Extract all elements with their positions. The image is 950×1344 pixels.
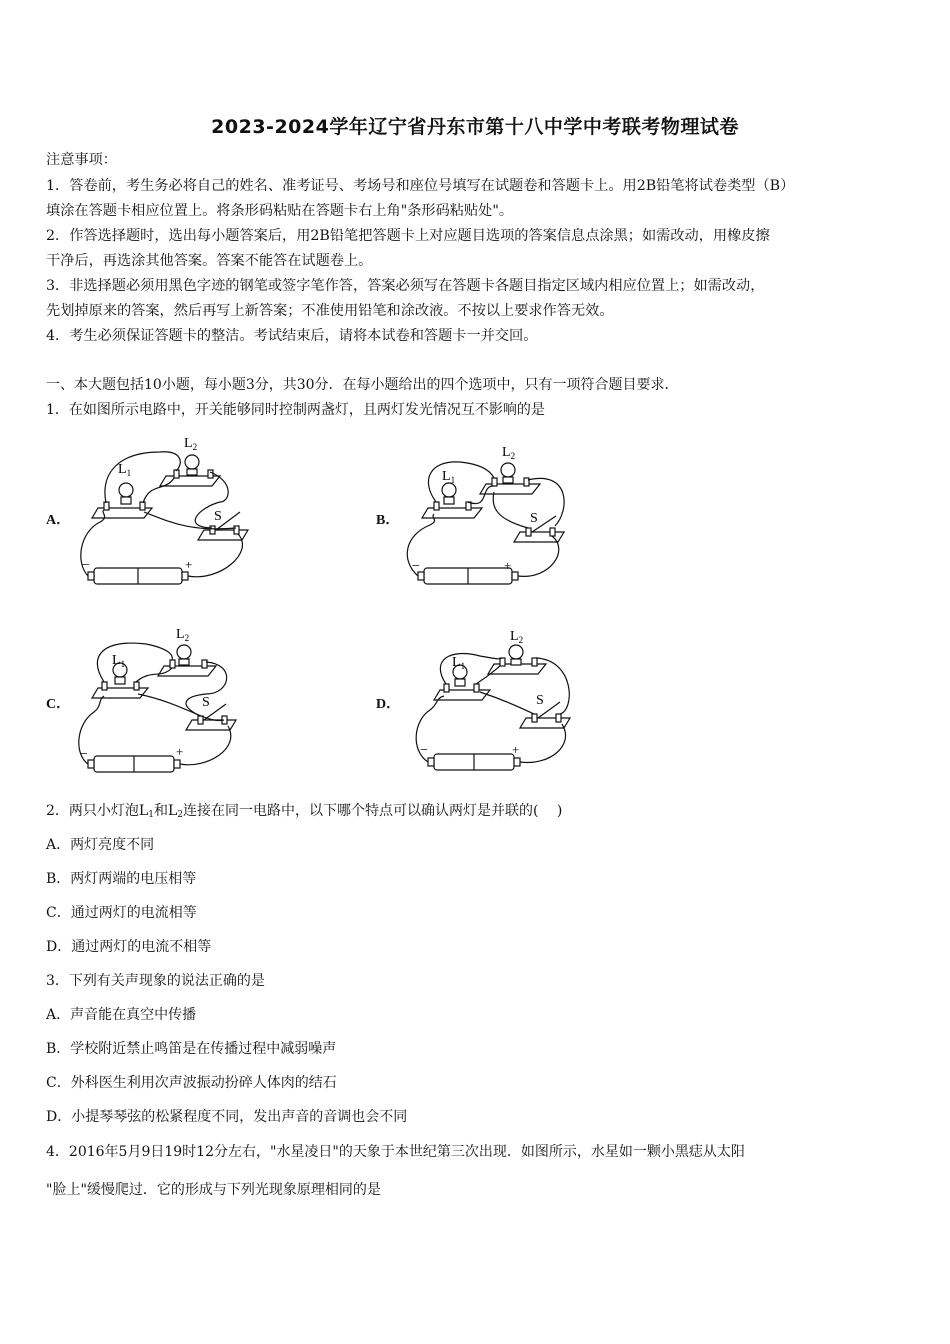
label-minus: − — [80, 747, 88, 762]
label-l2: $L_2$ — [184, 436, 198, 452]
q1-option-b-label: B． — [376, 513, 400, 528]
q4-stem-line2: "脸上"缓慢爬过．它的形成与下列光现象原理相同的是 — [46, 1182, 381, 1198]
circuit-diagram-d — [400, 630, 600, 790]
notice-line: 填涂在答题卡相应位置上。将条形码粘贴在答题卡右上角"条形码粘贴处"。 — [46, 203, 514, 219]
q2-option-b: B．两灯两端的电压相等 — [46, 871, 197, 887]
label-l2: $L_2$ — [510, 629, 524, 645]
q3-stem: 3．下列有关声现象的说法正确的是 — [46, 973, 265, 989]
notice-heading: 注意事项： — [46, 152, 117, 168]
q1-option-a-label: A． — [46, 513, 71, 528]
circuit-diagram-b — [400, 440, 600, 600]
label-l1: $L_1$ — [452, 655, 466, 671]
label-plus: + — [504, 558, 512, 573]
label-switch: S — [530, 511, 538, 526]
q2-stem: 2．两只小灯泡$L_1$和$L_2$连接在同一电路中，以下哪个特点可以确认两灯是并联的( ) — [46, 803, 563, 820]
q3-option-c: C．外科医生利用次声波振动扮碎人体肉的结石 — [46, 1075, 337, 1091]
label-l2: $L_2$ — [176, 627, 190, 643]
notice-line: 干净后，再选涂其他答案。答案不能答在试题卷上。 — [46, 253, 373, 269]
circuit-diagram-c — [66, 624, 266, 784]
label-minus: − — [412, 559, 420, 574]
label-plus: + — [185, 557, 193, 572]
label-switch: S — [202, 695, 210, 710]
label-plus: + — [512, 742, 520, 757]
label-minus: − — [82, 558, 90, 573]
label-plus: + — [176, 744, 184, 759]
q1-option-c-label: C． — [46, 697, 71, 712]
notice-line: 先划掉原来的答案，然后再写上新答案；不准使用铅笔和涂改液。不按以上要求作答无效。 — [46, 303, 614, 319]
notice-line: 1．答卷前，考生务必将自己的姓名、准考证号、考场号和座位号填写在试题卷和答题卡上。用2B铅笔将试卷类型（B） — [46, 178, 795, 194]
q2-option-c: C．通过两灯的电流相等 — [46, 905, 197, 921]
label-l1: $L_1$ — [112, 653, 126, 669]
q2-option-d: D．通过两灯的电流不相等 — [46, 939, 212, 955]
q2-option-a: A．两灯亮度不同 — [46, 837, 155, 853]
label-switch: S — [536, 693, 544, 708]
q4-stem-line1: 4．2016年5月9日19时12分左右，"水星凌日"的天象于本世纪第三次出现．如图所示，水星如一颗小黑痣从太阳 — [46, 1144, 745, 1160]
q3-option-a: A．声音能在真空中传播 — [46, 1007, 197, 1023]
label-l1: $L_1$ — [118, 462, 132, 478]
page-title: 2023-2024学年辽宁省丹东市第十八中学中考联考物理试卷 — [211, 116, 739, 138]
q3-option-d: D．小提琴琴弦的松紧程度不同，发出声音的音调也会不同 — [46, 1109, 408, 1125]
section-heading: 一、本大题包括10小题，每小题3分，共30分．在每小题给出的四个选项中，只有一项符合题目要求． — [46, 377, 679, 393]
label-minus: − — [420, 743, 428, 758]
notice-line: 2．作答选择题时，选出每小题答案后，用2B铅笔把答题卡上对应题目选项的答案信息点涂黑；如需改动，用橡皮擦 — [46, 228, 770, 244]
circuit-diagram-a — [70, 432, 270, 592]
label-switch: S — [214, 509, 222, 524]
notice-line: 3．非选择题必须用黑色字迹的钢笔或签字笔作答，答案必须写在答题卡各题目指定区域内相应位置上；如需改动， — [46, 278, 765, 294]
notice-line: 4．考生必须保证答题卡的整洁。考试结束后，请将本试卷和答题卡一并交回。 — [46, 328, 538, 344]
q1-option-d-label: D． — [376, 697, 401, 712]
q3-option-b: B．学校附近禁止鸣笛是在传播过程中减弱噪声 — [46, 1041, 337, 1057]
q1-stem: 1．在如图所示电路中，开关能够同时控制两盏灯，且两灯发光情况互不影响的是 — [46, 402, 545, 418]
label-l2: $L_2$ — [502, 445, 516, 461]
label-l1: $L_1$ — [442, 469, 456, 485]
